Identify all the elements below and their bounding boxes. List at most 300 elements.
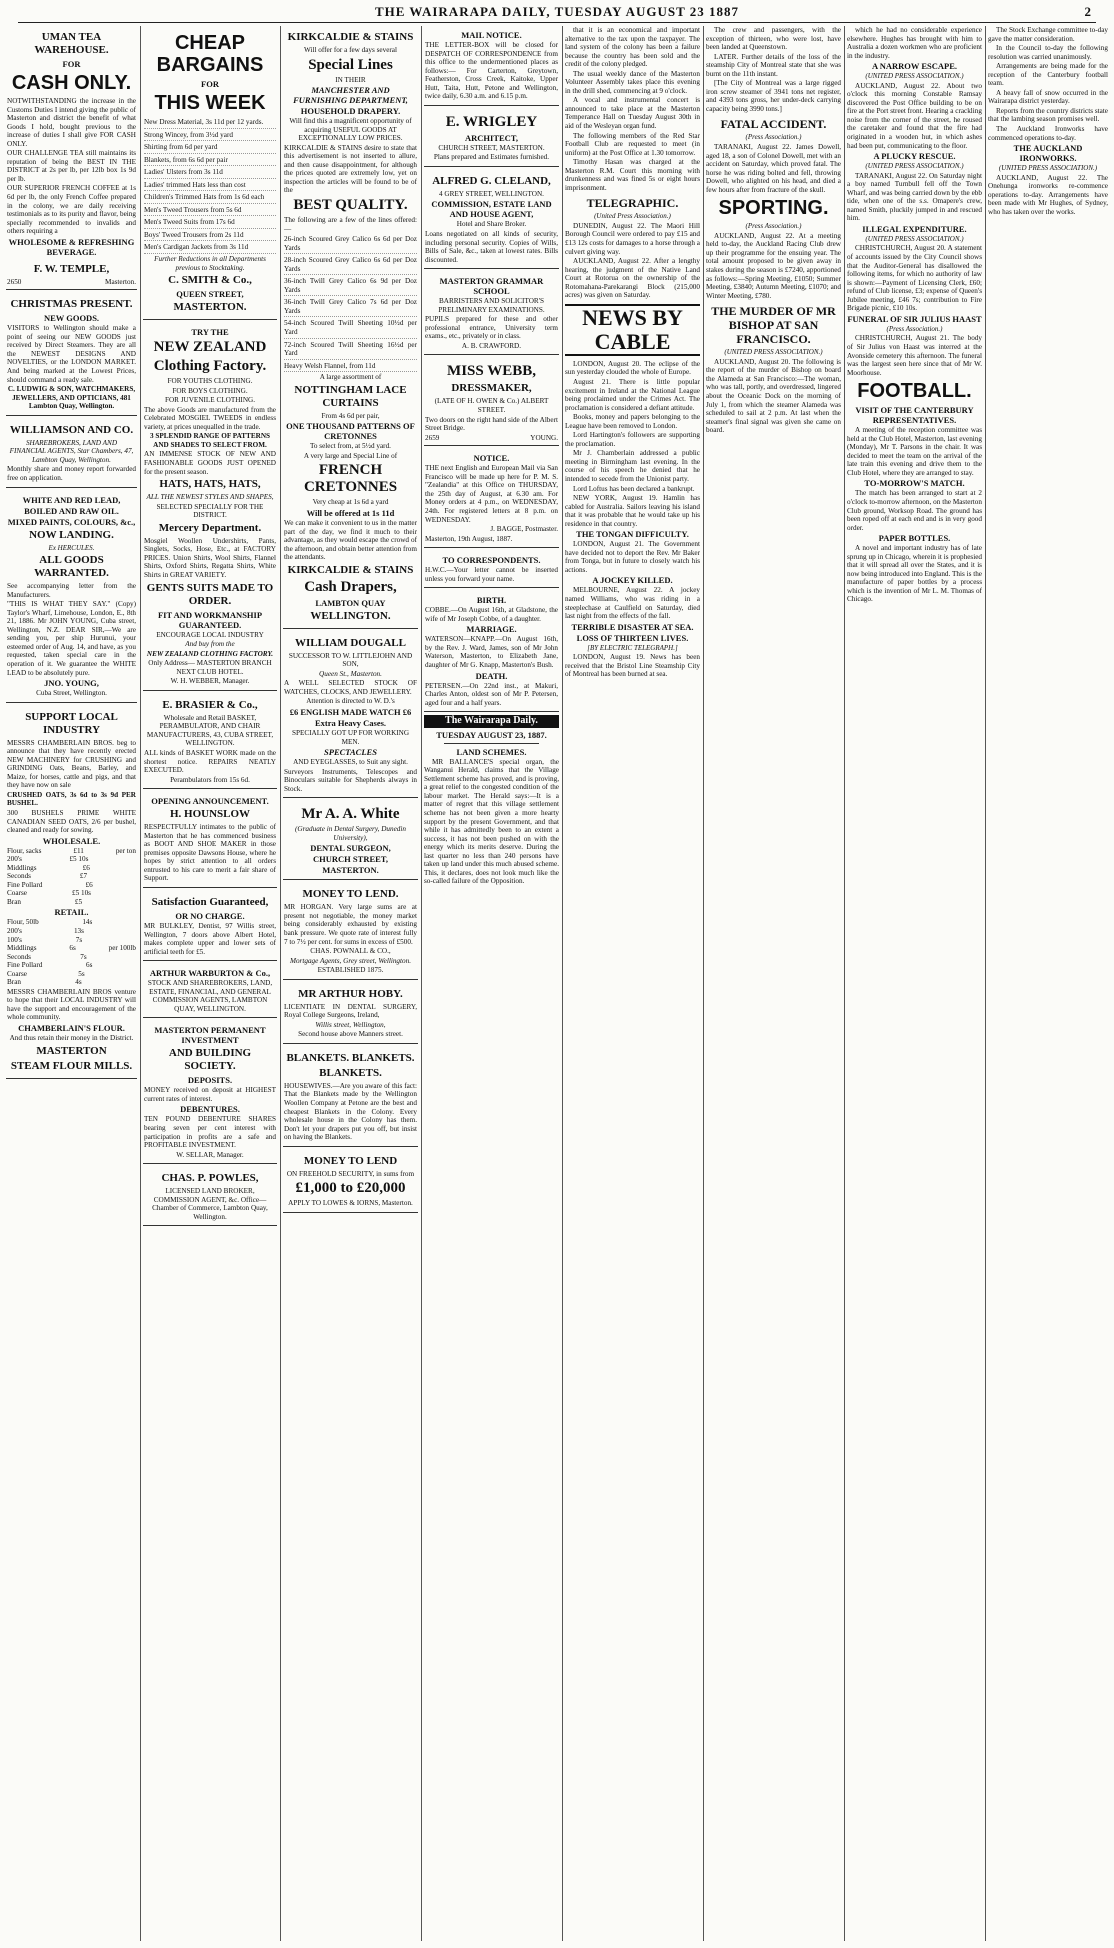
- ad-line: Perambulators from 15s 6d.: [170, 775, 250, 784]
- ad-body: TEN POUND DEBENTURE SHARES bearing seven per cent interest with participation in profits are a safe and PROFITABLE INVESTMENT.: [144, 1115, 276, 1150]
- ad-place: YOUNG.: [530, 433, 558, 442]
- advertiser-name: WILLIAM DOUGALL: [295, 636, 406, 649]
- tea-warehouse-ad: [6, 26, 137, 290]
- advertiser-name: ALFRED G. CLELAND,: [432, 174, 551, 187]
- ad-heading: UMAN TEA WAREHOUSE.: [34, 31, 109, 56]
- newspaper-nameplate: The Wairarapa Daily.: [424, 715, 559, 728]
- price-cell: Bran: [7, 897, 21, 906]
- ad-heading: DRESSMAKER,: [451, 382, 532, 395]
- article-heading: LAND SCHEMES.: [456, 746, 527, 757]
- advertiser-name: JNO. YOUNG,: [44, 678, 99, 689]
- ad-place: Masterton.: [105, 277, 136, 286]
- ad-body: We can make it convenient to us in the matter part of the day, we find it much to their advantage, as they would escape the crowd of the afternoon, and obtain better attention from the attendants.: [284, 518, 417, 562]
- news-paragraph: Reports from the country districts state that the lambing season promises well.: [988, 106, 1108, 124]
- ad-line: AND EYEGLASSES, to Suit any sight.: [293, 758, 408, 767]
- ad-heading: HATS, HATS, HATS,: [159, 478, 261, 491]
- article-heading: TO-MORROW'S MATCH.: [864, 478, 965, 489]
- ad-body: VISITORS to Wellington should make a point of seeing our NEW GOODS just received by Direct Steamers. They are all the NEWEST DESIGNS AND NOVELTIES, or the LONDON MARKET. And being marked at the Lowest Prices, should command a ready sale.: [7, 324, 136, 384]
- ad-heading: BLANKETS.: [319, 1066, 382, 1079]
- ad-body: The above Goods are manufactured from the Celebrated MOSGIEL TWEEDS in endless variety, at prices unequalled in the trade.: [144, 405, 276, 431]
- news-paragraph: A heavy fall of snow occurred in the Wairarapa district yesterday.: [988, 88, 1108, 106]
- news-paragraph: Lord Hartington's followers are supporting the proclamation.: [565, 431, 700, 448]
- ad-body: Loans negotiated on all kinds of security, including personal security. Copies of Wills, Bills of Sale, &c., taken at lowest rates. Bills discounted.: [425, 230, 558, 264]
- column-5: [565, 26, 700, 1941]
- ad-body: MESSRS CHAMBERLAIN BROS. beg to announce that they have recently erected NEW MACHINERY for CRUSHING and GRINDING Oats, Beans, Barley, and Maize, for horses, cattle and pigs, and that they have now on sale: [7, 738, 136, 790]
- section-heading: TELEGRAPHIC.: [586, 196, 679, 211]
- calico-list: [284, 234, 417, 372]
- ad-body: Further Reductions in all Departments previous to Stocktaking.: [154, 255, 266, 272]
- ad-line: BARRISTERS AND SOLICITOR'S PRELIMINARY EXAMINATIONS.: [438, 297, 545, 314]
- ad-line: SUCCESSOR TO W. LITTLEJOHN AND SON,: [288, 651, 413, 669]
- price-cell: £5 10s: [69, 855, 89, 864]
- advertiser-name: W. SELLAR, Manager.: [176, 1150, 244, 1159]
- column-6: [706, 26, 841, 1941]
- ad-address: Willis street, Wellington,: [315, 1020, 386, 1029]
- price-cell: Coarse: [7, 969, 27, 978]
- ad-line: APPLY TO LOWES & IORNS, Masterton.: [288, 1199, 413, 1208]
- ad-line: Very cheap at 1s 6d a yard: [312, 498, 389, 507]
- ad-heading: STEAM FLOUR MILLS.: [10, 1059, 133, 1072]
- ad-address: 4 GREY STREET, WELLINGTON.: [439, 189, 544, 198]
- price-cell: 200's: [7, 927, 22, 935]
- blankets-ad: [283, 1047, 418, 1147]
- post-notice: [424, 449, 559, 548]
- news-paragraph: which he had no considerable experience elsewhere. Hughes has brought with him to Australia a dozen workmen who are proficient in the industry.: [847, 26, 982, 60]
- news-paragraph: August 21. There is little popular excitement in Ireland at the National League being proclaimed under the Crimes Act. The proclamation is considered a defiant attitude.: [565, 377, 700, 412]
- price-cell: £11: [73, 846, 84, 855]
- article-heading: TERRIBLE DISASTER AT SEA.: [571, 621, 694, 632]
- chamberlain-ad: [6, 706, 137, 1079]
- ad-headline: CASH ONLY.: [11, 72, 132, 94]
- price-cell: Fine Pollard: [7, 880, 43, 889]
- ad-heading: CHRISTMAS PRESENT.: [10, 298, 133, 311]
- section-subheading: (Press Association.): [886, 324, 943, 333]
- price-row: [7, 944, 136, 953]
- ad-heading: NEW ZEALAND: [153, 339, 267, 356]
- price-cell: Flour, sacks: [7, 846, 42, 855]
- section-body: WATERSON—KNAPP.—On August 16th, by the Rev. J. Ward, James, son of Mr John Waterson, Masterton, to Elizabeth Jane, daughter of Mr G. Knapp, Masterton's Bush.: [425, 635, 558, 669]
- warburton-ad: [143, 964, 277, 1018]
- ad-headline: CHEAP BARGAINS: [156, 32, 264, 76]
- ad-subheading: FOR: [201, 79, 219, 89]
- news-paragraph: AUCKLAND, August 20. The following is the report of the murder of Bishop on board the Alameda at San Francisco:—The woman, who was tall, portly, and overdressed, lingered about the Oceanic Dock on the morning of July 1, from which the steamer Alameda was scheduled to sail at 2 p.m. At last when the steamer's final signal was given she came on board.: [706, 357, 841, 435]
- column-divider: [140, 26, 141, 1941]
- ad-body: And thus retain their money in the District.: [9, 1034, 134, 1043]
- news-paragraph: The crew and passengers, with the exception of thirteen, who were lost, have been landed at Queenstown.: [706, 26, 841, 52]
- news-paragraph: DUNEDIN, August 22. The Maori Hill Borough Council were ordered to pay £15 and £13 12s costs for damages to a horse through a culvert giving way.: [565, 221, 700, 256]
- ad-heading: AND BUILDING SOCIETY.: [168, 1047, 252, 1073]
- price-cell: 6s: [85, 961, 93, 970]
- ad-place: MASTERTON.: [173, 301, 247, 314]
- news-paragraph: Arrangements are being made for the reception of the Canterbury football team.: [988, 62, 1108, 88]
- list-item: 36-inch Twill Grey Calico 6s 9d per Doz Yards: [284, 276, 417, 296]
- advertiser-name: A. B. CRAWFORD.: [461, 341, 522, 350]
- ad-line: FOR BOYS CLOTHING.: [172, 386, 248, 395]
- ad-body: Two doors on the right hand side of the Albert Street Bridge.: [425, 415, 558, 433]
- column-1: [6, 26, 137, 1941]
- section-subheading: (UNITED PRESS ASSOCIATION.): [998, 164, 1098, 173]
- ad-heading: WHITE AND RED LEAD,: [22, 494, 121, 505]
- price-row: [7, 898, 136, 907]
- ad-heading: WILLIAMSON AND CO.: [9, 423, 134, 436]
- ad-body: THE next English and European Mail via San Francisco will be made up here for P. M. S. "Zealandia" at this Office on THURSDAY, the 25th day of August, at 6.30 am. For Money orders at 4 p.m., on WEDNESDAY, 24th. For registered letters at 8 p.m. on WEDNESDAY.: [425, 464, 558, 524]
- ad-body: MESSRS CHAMBERLAIN BROS venture to hope that their LOCAL INDUSTRY will have the support and encouragement of the whole community.: [7, 987, 136, 1022]
- ad-body: The following are a few of the lines offered:—: [284, 216, 417, 233]
- price-cell: 13s: [73, 927, 84, 935]
- ad-body: LICENSED LAND BROKER, COMMISSION AGENT, &c. Office—Chamber of Commerce, Lambton Quay, Wellington.: [152, 1187, 268, 1221]
- williamson-ad: [6, 419, 137, 488]
- news-paragraph: AUCKLAND, August 22. About two o'clock this morning Constable Ramsay discovered the Post Office building to be on fire at the Port street front. Hearing a crackling noise from the corner of the street, he roused the caretaker and found that the fire had originated in a wooden hut, in which ashes had been put, communicating to the floor.: [847, 81, 982, 150]
- dentist-ad: [143, 891, 277, 961]
- ad-line: And buy from the: [185, 640, 235, 649]
- column-divider: [562, 26, 563, 1941]
- ad-subheading: DEBENTURES.: [180, 1104, 240, 1115]
- list-item: Men's Tweed Trousers from 5s 6d: [144, 205, 276, 217]
- news-paragraph: MELBOURNE, August 22. A jockey named Williams, who was riding in a steeplechase at Caulfield on Saturday, died last night from the effects of the fall.: [565, 586, 700, 621]
- list-item: 28-inch Scoured Grey Calico 6s 6d per Doz Yards: [284, 255, 417, 275]
- white-lead-ad: [6, 491, 137, 703]
- news-paragraph: Mr J. Chamberlain addressed a public meeting in Birmingham last evening. In the course of his speech he denied that he intended to secede from the Unionist party.: [565, 449, 700, 483]
- ad-line: SPECIALLY GOT UP FOR WORKING MEN.: [291, 728, 410, 746]
- ad-body: OUR CHALLENGE TEA still maintains its reputation of being the BEST IN THE DISTRICT at 2s per lb, per 12lb box 1s 9d per lb.: [7, 149, 136, 183]
- article-heading: THE MURDER OF MR BISHOP AT SAN FRANCISCO.: [711, 304, 836, 347]
- ad-line: (LATE OF H. OWEN & Co.) ALBERT STREET.: [434, 397, 549, 415]
- price-cell: Middlings: [7, 863, 37, 872]
- ad-line: Will offer for a few days several: [304, 46, 397, 54]
- column-divider: [844, 26, 845, 1941]
- news-paragraph: TARANAKI, August 22. James Dowell, aged 18, a son of Colonel Dowell, met with an accident on Saturday, which proved fatal. The horse he was riding bolted and fell, throwing Dowell, who alighted on his head, and died a few hours after from fracture of the skull.: [706, 143, 841, 194]
- price-row: [7, 978, 136, 987]
- ad-heading: £6 ENGLISH MADE WATCH £6: [289, 706, 412, 717]
- ad-heading: MONEY TO LEND.: [302, 888, 399, 901]
- advertiser-name: C. SMITH & Co.,: [168, 274, 252, 287]
- list-item: Strong Wincey, from 3½d yard: [144, 130, 276, 142]
- news-paragraph: The usual weekly dance of the Masterton Volunteer Assembly takes place this evening in the drill shed, commencing at 9 o'clock.: [565, 69, 700, 95]
- clothing-factory-ad: [143, 323, 277, 691]
- ad-heading: MASTERTON: [36, 1044, 107, 1057]
- ad-subheading: ARCHITECT,: [465, 132, 518, 143]
- grammar-school-ad: [424, 272, 559, 355]
- news-paragraph: LATER. Further details of the loss of the steamship City of Montreal state that she was burnt on the 11th instant.: [706, 52, 841, 78]
- brasier-ad: [143, 694, 277, 789]
- ad-heading: NOTICE.: [473, 453, 510, 464]
- ad-body: STOCK AND SHAREBROKERS, LAND, ESTATE, FINANCIAL, AND GENERAL COMMISSION AGENTS, LAMBTON QUAY, WELLINGTON.: [147, 979, 273, 1013]
- ad-subheading: SHAREBROKERS, LAND AND FINANCIAL AGENTS, Star Chambers, 47, Lambton Quay, Wellington.: [9, 438, 134, 464]
- section-subheading: (Press Association.): [745, 133, 802, 142]
- price-cell: 200's: [7, 855, 22, 864]
- news-paragraph: A vocal and instrumental concert is announced to take place at the Masterton Temperance Hall on Tuesday August 30th in aid of the Wesleyan organ fund.: [565, 96, 700, 131]
- ad-body: MR BULKLEY, Dentist, 97 Willis street, Wellington, 7 doors above Albert Hotel, makes complete upper and lower sets of artificial teeth for £5.: [144, 921, 276, 956]
- telegraphic-news: [565, 222, 700, 300]
- ad-subheading: MANCHESTER AND FURNISHING DEPARTMENT,: [293, 85, 408, 106]
- retail-price-list: [7, 918, 136, 986]
- news-paragraph: NEW YORK, August 19. Hamlin has cabled for Australia. Sailors leaving his island that it was probable that he would take up his residence in that country.: [565, 494, 700, 528]
- news-paragraph: LONDON, August 20. The eclipse of the sun yesterday clouded the whole of Europe.: [565, 359, 700, 377]
- price-cell: 4s: [75, 978, 82, 987]
- ad-line: Masterton, 19th August, 1887.: [425, 534, 513, 543]
- article-paragraph: MR BALLANCE'S special organ, the Wanganui Herald, claims that the Village Settlement scheme has proved, and is proving, a great relief to the congested condition of the labour market. The Herald says:—It is a matter of regret that this village settlement scheme has not been given a more hearty support by the present Government, and that while it has admittedly been to an extent a success, it has not been pushed on with the energy which its merits deserve. During the last quarter no less than 240 persons have taken up land under this much abused scheme. This, it declares, does not look much like the so-called failure of the Opposition.: [424, 757, 559, 886]
- ad-body: Surveyors Instruments, Telescopes and Binoculars suitable for Shepherds always in Stock.: [284, 767, 417, 793]
- price-row: [7, 953, 136, 962]
- ad-body: MR HORGAN. Very large sums are at present not negotiable, the money market being considerably exhausted by existing bank pressure. We quote rate of interest fully 7 to 7½ per cent. for sums in excess of £500.: [284, 903, 417, 946]
- cable-news: [565, 360, 700, 528]
- price-cell: Flour, 50lb: [7, 918, 39, 927]
- correspondents: [424, 551, 559, 588]
- masthead: [0, 4, 1114, 22]
- section-subheading: (UNITED PRESS ASSOCIATION.): [865, 234, 964, 243]
- ad-heading: BEST QUALITY.: [293, 197, 408, 214]
- advertiser-name: F. W. TEMPLE,: [33, 262, 110, 275]
- christmas-present-ad: [6, 293, 137, 415]
- ad-subheading: HOUSEHOLD DRAPERY.: [300, 106, 401, 117]
- section-subheading: (Press Association.): [745, 222, 802, 231]
- list-item: Boys' Tweed Trousers from 2s 11d: [144, 230, 276, 242]
- ad-line: ALL THE NEWEST STYLES AND SHAPES,: [146, 493, 274, 502]
- news-paragraph: The following members of the Red Star Football Club are requested to meet (in uniform) at the Post Office at 1.30 tomorrow.: [565, 131, 700, 157]
- ad-body: A WELL SELECTED STOCK OF WATCHES, CLOCKS, AND JEWELLERY.: [284, 679, 417, 696]
- ad-line: To select from, at 5½d yard.: [310, 442, 391, 451]
- price-cell: £7: [79, 872, 88, 881]
- ad-subheading: Ex HERCULES.: [48, 543, 95, 552]
- section-body: H.W.C.—Your letter cannot be inserted unless you forward your name.: [425, 566, 558, 583]
- ad-subheading: TRY THE: [191, 327, 229, 338]
- ad-body: Wholesale and Retail BASKET, PERAMBULATOR, AND CHAIR MANUFACTURERS, 43, CUBA STREET, WELLINGTON.: [146, 713, 274, 748]
- webb-ad: [424, 358, 559, 446]
- wholesale-price-list: [7, 847, 136, 907]
- price-row: [7, 927, 136, 936]
- advertiser-name: C. LUDWIG & SON, WATCHMAKERS, JEWELLERS, AND OPTICIANS, 481 Lambton Quay, Wellington.: [7, 385, 136, 411]
- news-paragraph: [The City of Montreal was a large rigged iron screw steamer of 3941 tons net register, and 4393 tons gross, her under-deck carrying capacity being 3990 tons.]: [706, 79, 841, 113]
- price-cell: 7s: [75, 935, 83, 944]
- section-heading: DEATH.: [475, 670, 508, 681]
- ad-body: Will find this a magnificent opportunity of acquiring USEFUL GOODS AT EXCEPTIONALLY LOW PRICES.: [289, 117, 412, 143]
- price-cell: £6: [82, 863, 90, 872]
- advertiser-name: MR ARTHUR HOBY.: [298, 987, 403, 1000]
- price-row: [7, 936, 136, 945]
- article-heading: THE TONGAN DIFFICULTY.: [576, 529, 689, 540]
- ad-body: THE LETTER-BOX will be closed for DESPATCH OF CORRESPONDENCE from this office to the undermentioned places as follows:— For Carterton, Greytown, Featherston, Cross Creek, Kaitoke, Upper Hutt, Taita, Hutt, Petone and Wellington, twice daily, 6.30 a.m. and 6.15 p.m.: [425, 41, 558, 101]
- ad-address: Cuba Street, Wellington.: [36, 689, 107, 698]
- column-8: [988, 26, 1108, 1941]
- ad-subheading: COMMISSION, ESTATE LAND AND HOUSE AGENT,: [431, 199, 552, 220]
- price-cell: Middlings: [7, 944, 37, 953]
- article-heading: A JOCKEY KILLED.: [592, 575, 673, 586]
- price-cell: 5s: [78, 969, 85, 978]
- column-divider: [703, 26, 704, 1941]
- ad-body: RESPECTFULLY intimates to the public of Masterton that he has commenced business as BOOT AND SHOE MAKER in those premises opposite Dawsons House, where he hopes by strict attention to all orders entrusted to his care to merit a fair share of Support.: [144, 823, 276, 883]
- article-heading: VISIT OF THE CANTERBURY REPRESENTATIVES.: [855, 405, 974, 426]
- article-heading: FUNERAL OF SIR JULIUS HAAST: [847, 313, 982, 324]
- section-heading: TO CORRESPONDENTS.: [442, 555, 541, 566]
- ad-heading: ONE THOUSAND PATTERNS OF CRETONNES: [286, 421, 415, 442]
- price-list-heading: WHOLESALE.: [42, 835, 101, 846]
- column-divider: [280, 26, 281, 1941]
- page-number: 2: [1084, 4, 1092, 19]
- ad-body: ALL kinds of BASKET WORK made on the shortest notice. REPAIRS NEATLY EXECUTED.: [144, 748, 276, 775]
- ad-subheading: FIT AND WORKMANSHIP GUARANTEED.: [157, 609, 263, 630]
- list-item: Blankets, from 6s 6d per pair: [144, 155, 276, 167]
- news-paragraph: The Auckland Ironworks have commenced operations to-day.: [988, 125, 1108, 142]
- article-paragraph: that it is an economical and important alternative to the tax upon the taxpayer. The land system of the colony has been a failure because the country has been sold and the credit of the colony pledged.: [565, 26, 700, 69]
- ad-headline: THIS WEEK: [154, 92, 266, 114]
- price-row: [7, 961, 136, 970]
- price-list-heading: RETAIL.: [54, 907, 89, 918]
- article-heading: PAPER BOTTLES.: [878, 533, 951, 544]
- advertiser-name: ARTHUR WARBURTON & Co.,: [149, 968, 271, 979]
- news-paragraph: LONDON, August 21. The Government have decided not to deport the Rev. Mr Baker from Tonga, but in future to closely watch his actions.: [565, 540, 700, 574]
- list-item: New Dress Material, 3s 11d per 12 yards.: [144, 117, 276, 129]
- ad-subheading: Will be offered at 1s 11d: [306, 507, 395, 518]
- news-paragraph: CHRISTCHURCH, August 21. The body of Sir Julius von Haast was interred at the Avonside cemetery this afternoon. The funeral was the largest seen here since that of Mr W. Moorhouse.: [847, 334, 982, 377]
- column-divider: [421, 26, 422, 1941]
- ad-body: PUPILS prepared for these and other professional entrance, University term exams., etc., privately or in class.: [425, 315, 558, 341]
- ad-heading: CHAMBERLAIN'S FLOUR.: [18, 1023, 125, 1034]
- news-paragraph: Timothy Hasan was charged at the Masterton R.M. Court this morning with drunkenness and was fined 5s or eight hours imprisonment.: [565, 158, 700, 192]
- ad-body: "THIS IS WHAT THEY SAY." (Copy) Taylor's Wharf, Limehouse, London, E., 8th 21, 1886. Mr JOHN YOUNG, Cuba street, Wellington, N.Z. DEAR SIR,—We are sending you, per ship Hurunui, your esteemed order of Aug. 14, and have, as you requested, taken special care in the operation of it. We guarantee the WHITE LEAD to be absolutely pure.: [7, 600, 136, 677]
- football-heading: FOOTBALL.: [857, 380, 972, 403]
- ad-place: WELLINGTON.: [310, 609, 391, 622]
- section-heading: BIRTH.: [476, 595, 507, 606]
- powles-ad: [143, 1167, 277, 1226]
- list-item: Shirting from 6d per yard: [144, 142, 276, 154]
- ad-subheading: NEW GOODS.: [43, 313, 100, 324]
- ad-line: Attention is directed to W. D.'s: [306, 697, 395, 706]
- cable-news-heading: NEWS BY CABLE: [565, 304, 700, 356]
- article-heading: A PLUCKY RESCUE.: [873, 151, 956, 162]
- ad-address: CHURCH STREET, MASTERTON.: [438, 143, 545, 152]
- advertiser-name: E. BRASIER & Co.,: [162, 698, 258, 711]
- ad-subheading: DEPOSITS.: [187, 1075, 233, 1086]
- ad-body: 3 SPLENDID RANGE OF PATTERNS AND SHADES TO SELECT FROM.: [149, 432, 271, 449]
- money-to-lend-2-ad: [283, 1150, 418, 1213]
- hoby-ad: [283, 983, 418, 1044]
- column-3: [283, 26, 418, 1941]
- ad-subheading: DENTAL SURGEON,: [310, 843, 391, 854]
- news-paragraph: The match has been arranged to start at 2 o'clock to-morrow afternoon, on the Masterton Club ground, Worksop Road. The ground has been roped off at each end and is in very good order.: [847, 489, 982, 532]
- column-2: [143, 26, 277, 1941]
- advertiser-name: CHAS. P. POWLES,: [161, 1172, 259, 1185]
- section-subheading: (United Press Association.): [594, 212, 671, 221]
- ad-body: 300 BUSHELS PRIME WHITE CANADIAN SEED OATS, 2/6 per bushel, cleaned and ready for sowing.: [7, 808, 136, 835]
- advertiser-name: J. BAGGE, Postmaster.: [490, 525, 558, 534]
- ad-heading: NOTTINGHAM LACE CURTAINS: [294, 383, 407, 409]
- advertiser-name: KIRKCALDIE & STAINS: [287, 563, 414, 576]
- ad-heading: BOILED AND RAW OIL.: [24, 505, 119, 516]
- list-item: Ladies' Ulsters from 3s 11d: [144, 167, 276, 179]
- ad-address: CHURCH STREET,: [313, 854, 388, 865]
- article-heading: A NARROW ESCAPE.: [871, 61, 958, 72]
- price-cell: per 100lb: [108, 944, 136, 953]
- ad-body: See accompanying letter from the Manufacturers.: [7, 582, 136, 599]
- ad-heading: MASTERTON GRAMMAR SCHOOL: [439, 276, 544, 297]
- ad-line: Plans prepared and Estimates furnished.: [433, 153, 550, 162]
- ad-subheading: SPECTACLES: [324, 747, 377, 758]
- ad-heading: £1,000 to £20,000: [295, 1180, 406, 1197]
- ad-body: NOTWITHSTANDING the increase in the Customs Duties I intend giving the public of Masterton and district the benefit of what Goods I hold, bought previous to the increase of duties I shall give FOR CASH ONLY.: [7, 97, 136, 148]
- advertiser-name: H. HOUNSLOW: [169, 808, 251, 821]
- news-paragraph: In the Council to-day the following resolution was carried unanimously.: [988, 44, 1108, 61]
- news-paragraph: Books, money and papers belonging to the League have been removed to London.: [565, 413, 700, 430]
- news-paragraph: Lord Loftus has been declared a bankrupt.: [573, 484, 695, 493]
- ad-heading: GENTS SUITS MADE TO ORDER.: [146, 581, 274, 607]
- section-subheading: (UNITED PRESS ASSOCIATION.): [724, 348, 823, 357]
- ad-heading: Cash Drapers,: [304, 578, 397, 595]
- list-item: 26-inch Scoured Grey Calico 6s 6d per Doz Yards: [284, 234, 417, 254]
- list-item: 72-inch Scoured Twill Sheeting 16½d per Yard: [284, 340, 417, 360]
- ad-heading: MIXED PAINTS, COLOURS, &c.,: [7, 516, 136, 527]
- ad-heading: NOW LANDING.: [29, 528, 114, 541]
- price-row: [7, 847, 136, 856]
- ad-line: Second house above Manners street.: [298, 1030, 403, 1039]
- ad-subheading: Extra Heavy Cases.: [314, 717, 387, 728]
- ad-body: OUR SUPERIOR FRENCH COFFEE at 1s 6d per lb, the only French Coffee prepared in the colony, we are daily receiving testimonials as to its purity and flavor, being specially recommended to invalids and others requiring a: [7, 184, 136, 236]
- ad-line: NEW ZEALAND CLOTHING FACTORY.: [146, 649, 274, 658]
- ad-line: IN THEIR: [335, 75, 366, 84]
- ad-line: ESTABLISHED 1875.: [317, 966, 384, 975]
- section-subheading: (UNITED PRESS ASSOCIATION.): [865, 72, 964, 81]
- issue-date: TUESDAY AUGUST 23, 1887.: [436, 729, 547, 740]
- price-row: [7, 864, 136, 873]
- ad-address: QUEEN STREET,: [176, 289, 244, 300]
- cheap-bargains-ad: [143, 26, 277, 320]
- list-item: Children's Trimmed Hats from 1s 6d each: [144, 192, 276, 204]
- article-continuation: [565, 26, 700, 192]
- list-item: Ladies' trimmed Hats less than cost: [144, 180, 276, 192]
- price-cell: per ton: [115, 846, 136, 855]
- price-row: [7, 918, 136, 927]
- price-cell: 100's: [7, 935, 22, 944]
- ad-heading: MASTERTON PERMANENT INVESTMENT: [154, 1025, 266, 1046]
- list-item: Heavy Welsh Flannel, from 11d: [284, 361, 417, 373]
- ad-heading: Mercery Department.: [158, 521, 262, 534]
- advertiser-name: CHAS. POWNALL & CO.,: [310, 947, 391, 956]
- article-heading: THE AUCKLAND IRONWORKS.: [1013, 143, 1083, 164]
- news-paragraph: A novel and important industry has of late sprung up in Chicago, wherein it is prophesied that it will spread all over the States, and it is now being introduced into England. This is the manufacture of paper bottles by a process which is the invention of Mr L. M. Thomas of Chicago.: [847, 544, 982, 604]
- news-paragraph: CHRISTCHURCH, August 20. A statement of accounts issued by the City Council shows that the Auditor-General has disallowed the following items, for which no authority of law is shown:—Payment of Licensing Clerk, £60; refund of Club license, £3; expense of Queen's Jubilee meeting, £46 7s; contribution to Fire Brigade picnic, £10 10s.: [847, 244, 982, 313]
- ad-line: A large assortment of: [319, 373, 382, 382]
- news-paragraph: AUCKLAND, August 22. At a meeting held to-day, the Auckland Racing Club drew up their programme for the ensuing year. The total amount proposed to be given away in stakes during the season is £7240, apportioned as follows:—Spring Meeting, £1050; Summer Meeting, £3840; Autumn Meeting, £1070; and Winter Meeting, £780.: [706, 231, 841, 300]
- masthead-rule: [18, 22, 1096, 23]
- ad-subheading: WHOLESOME & REFRESHING BEVERAGE.: [8, 236, 135, 257]
- masthead-title: THE WAIRARAPA DAILY, TUESDAY AUGUST 23 1887: [374, 4, 740, 19]
- price-cell: 6s: [69, 944, 76, 953]
- divider: [444, 743, 539, 744]
- price-cell: Fine Pollard: [7, 961, 43, 970]
- ad-body: LICENTIATE IN DENTAL SURGERY, Royal College Surgeons, Ireland,: [284, 1002, 417, 1020]
- ad-line: Mortgage Agents, Grey street, Wellington.: [289, 956, 412, 965]
- section-subheading: (UNITED PRESS ASSOCIATION.): [865, 162, 964, 171]
- news-items: [988, 26, 1108, 142]
- wrigley-ad: [424, 109, 559, 167]
- ad-body: HOUSEWIVES.—Are you aware of this fact: That the Blankets made by the Wellington Woollen Company at Petone are the best and cheapest Blankets in the Colony. Every wholesale house in the Colony has them. Don't let your drapers put you off, but insist on having the Blankets.: [284, 1081, 417, 1142]
- column-7: [847, 26, 982, 1941]
- ad-line: ON FREEHOLD SECURITY, in sums from: [286, 1169, 415, 1178]
- price-row: [7, 889, 136, 898]
- ad-heading: Special Lines: [308, 56, 393, 73]
- mail-notice: [424, 26, 559, 106]
- advertiser-name: Mr A. A. White: [301, 806, 400, 823]
- price-cell: £6: [85, 880, 93, 889]
- ad-number: 2659: [425, 433, 440, 442]
- ad-body: AN IMMENSE STOCK OF NEW AND FASHIONABLE GOODS JUST OPENED for the present season.: [144, 450, 276, 476]
- section-body: PETERSEN.—On 22nd inst., at Makuri, Charles Anton, oldest son of Mr P. Petersen, aged four and a half years.: [425, 681, 558, 707]
- price-cell: Bran: [7, 978, 21, 987]
- ad-body: KIRKCALDIE & STAINS desire to state that this advertisement is not inserted to allure, and then cause disappointment, for although the prices quoted are extremely low, yet on inspection the articles will be found to be of the: [284, 143, 417, 195]
- ad-heading: MAIL NOTICE.: [461, 30, 522, 40]
- price-row: [7, 970, 136, 979]
- column-4: [424, 26, 559, 1941]
- list-item: 36-inch Twill Grey Calico 7s 6d per Doz Yards: [284, 297, 417, 317]
